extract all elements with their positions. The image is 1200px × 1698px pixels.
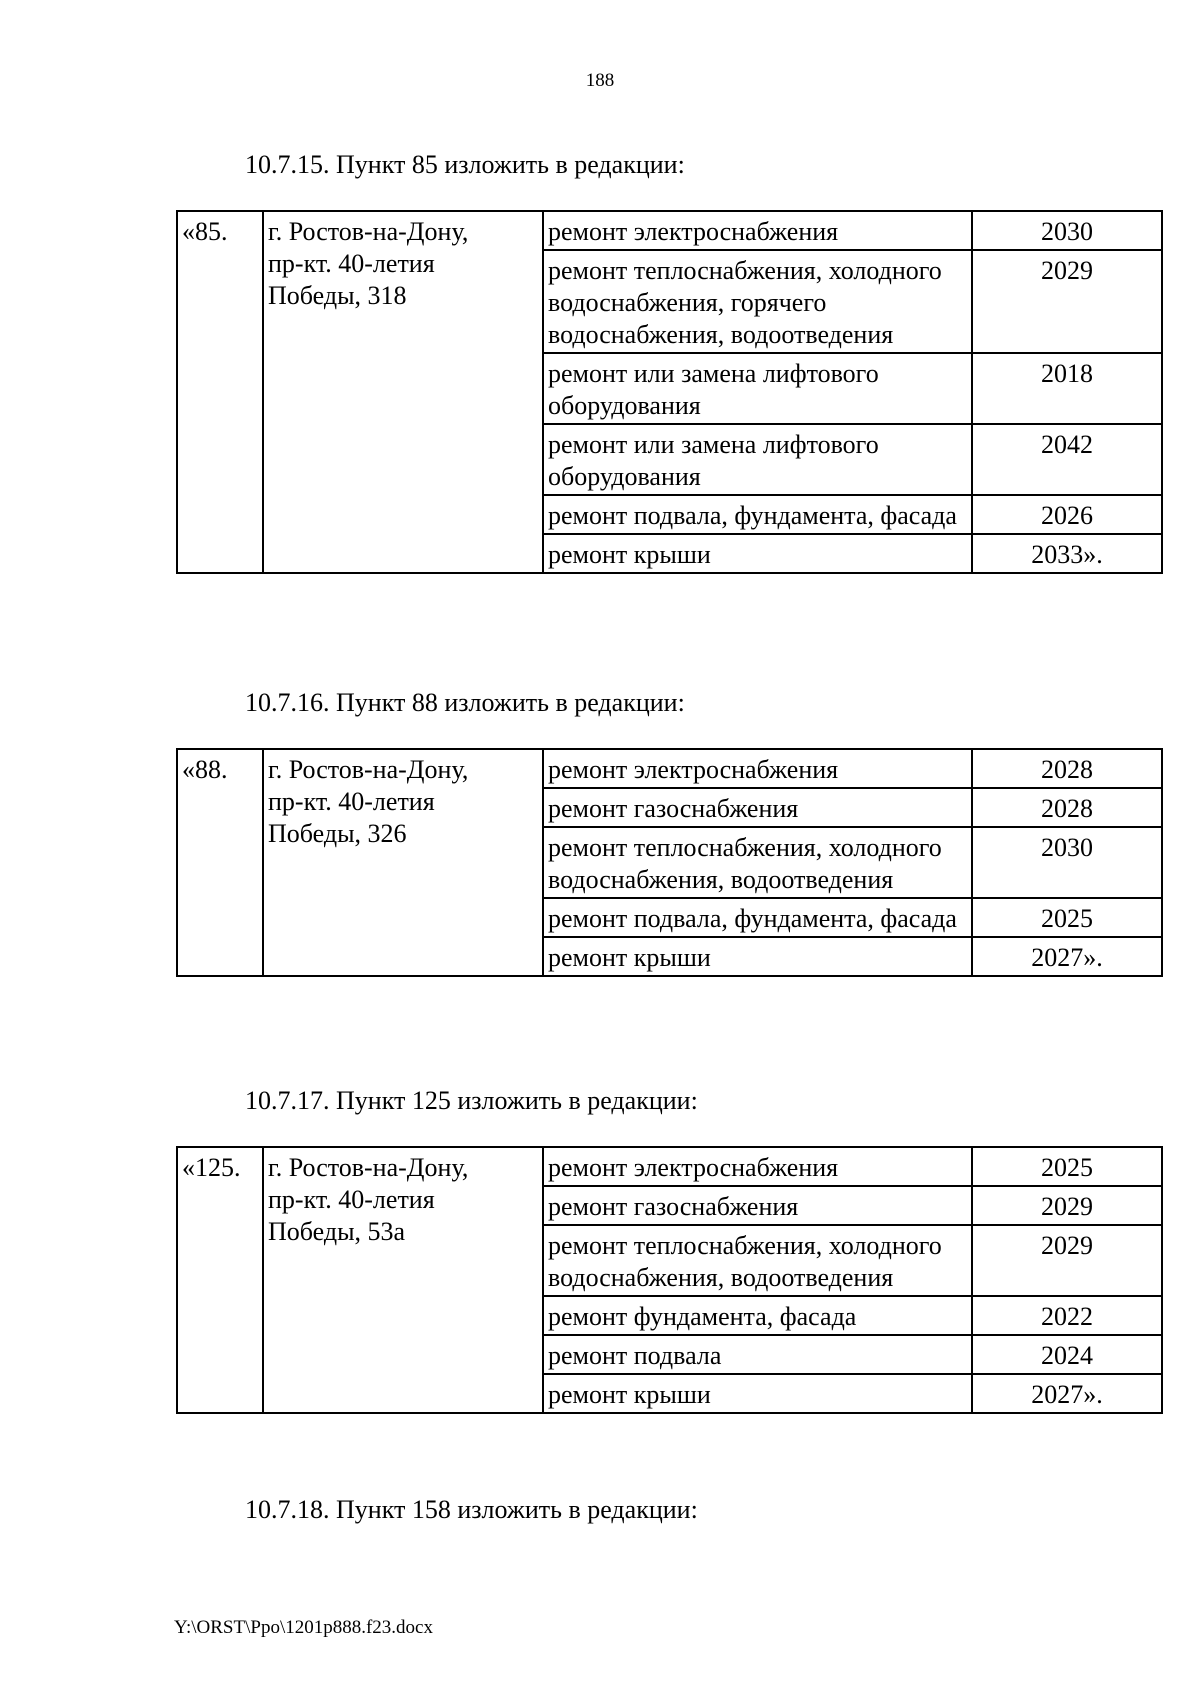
work-year: 2028 <box>972 788 1162 827</box>
amendment-table <box>176 1146 1163 1414</box>
address-cell <box>263 211 543 573</box>
address-line: г. Ростов-на-Дону, <box>268 755 469 784</box>
work-year: 2027». <box>972 937 1162 976</box>
work-year: 2028 <box>972 749 1162 788</box>
section-heading: 10.7.17. Пункт 125 изложить в редакции: <box>245 1086 698 1115</box>
section-heading: 10.7.15. Пункт 85 изложить в редакции: <box>245 150 685 179</box>
work-type: ремонт крыши <box>543 937 972 976</box>
work-type: ремонт фундамента, фасада <box>543 1296 972 1335</box>
work-year: 2029 <box>972 1225 1162 1296</box>
address-cell <box>263 1147 543 1413</box>
work-year: 2026 <box>972 495 1162 534</box>
document-file-path: Y:\ORST\Ppo\1201p888.f23.docx <box>174 1617 433 1638</box>
address-line: г. Ростов-на-Дону, <box>268 1153 469 1182</box>
item-number: «85. <box>177 211 263 573</box>
work-year: 2029 <box>972 250 1162 353</box>
work-type: ремонт газоснабжения <box>543 1186 972 1225</box>
work-type: ремонт крыши <box>543 1374 972 1413</box>
amendment-table <box>176 748 1163 977</box>
work-type: ремонт теплоснабжения, холодного водоснабжения, водоотведения <box>543 1225 972 1296</box>
item-number: «88. <box>177 749 263 976</box>
work-year: 2024 <box>972 1335 1162 1374</box>
address-line: пр-кт. 40-летия <box>268 787 435 816</box>
work-type: ремонт теплоснабжения, холодного водоснабжения, водоотведения <box>543 827 972 898</box>
address-line: Победы, 326 <box>268 819 407 848</box>
page-number: 188 <box>585 70 615 91</box>
work-year: 2042 <box>972 424 1162 495</box>
table-row <box>177 1147 1162 1186</box>
address-cell <box>263 749 543 976</box>
address-line: Победы, 318 <box>268 281 407 310</box>
address-line: г. Ростов-на-Дону, <box>268 217 469 246</box>
section-heading: 10.7.16. Пункт 88 изложить в редакции: <box>245 688 685 717</box>
address-line: пр-кт. 40-летия <box>268 1185 435 1214</box>
work-type: ремонт электроснабжения <box>543 749 972 788</box>
work-year: 2018 <box>972 353 1162 424</box>
work-type: ремонт подвала <box>543 1335 972 1374</box>
work-year: 2030 <box>972 827 1162 898</box>
work-type: ремонт крыши <box>543 534 972 573</box>
work-year: 2027». <box>972 1374 1162 1413</box>
work-type: ремонт подвала, фундамента, фасада <box>543 898 972 937</box>
amendment-table <box>176 210 1163 574</box>
table-row <box>177 749 1162 788</box>
item-number: «125. <box>177 1147 263 1413</box>
work-year: 2029 <box>972 1186 1162 1225</box>
work-type: ремонт или замена лифтового оборудования <box>543 353 972 424</box>
work-type: ремонт электроснабжения <box>543 211 972 250</box>
section-heading: 10.7.18. Пункт 158 изложить в редакции: <box>245 1495 698 1524</box>
work-type: ремонт газоснабжения <box>543 788 972 827</box>
work-year: 2022 <box>972 1296 1162 1335</box>
work-type: ремонт или замена лифтового оборудования <box>543 424 972 495</box>
address-line: Победы, 53а <box>268 1217 406 1246</box>
work-type: ремонт подвала, фундамента, фасада <box>543 495 972 534</box>
work-year: 2025 <box>972 1147 1162 1186</box>
table-row <box>177 211 1162 250</box>
work-type: ремонт электроснабжения <box>543 1147 972 1186</box>
work-type: ремонт теплоснабжения, холодного водоснабжения, горячего водоснабжения, водоотведения <box>543 250 972 353</box>
work-year: 2025 <box>972 898 1162 937</box>
work-year: 2033». <box>972 534 1162 573</box>
address-line: пр-кт. 40-летия <box>268 249 435 278</box>
work-year: 2030 <box>972 211 1162 250</box>
